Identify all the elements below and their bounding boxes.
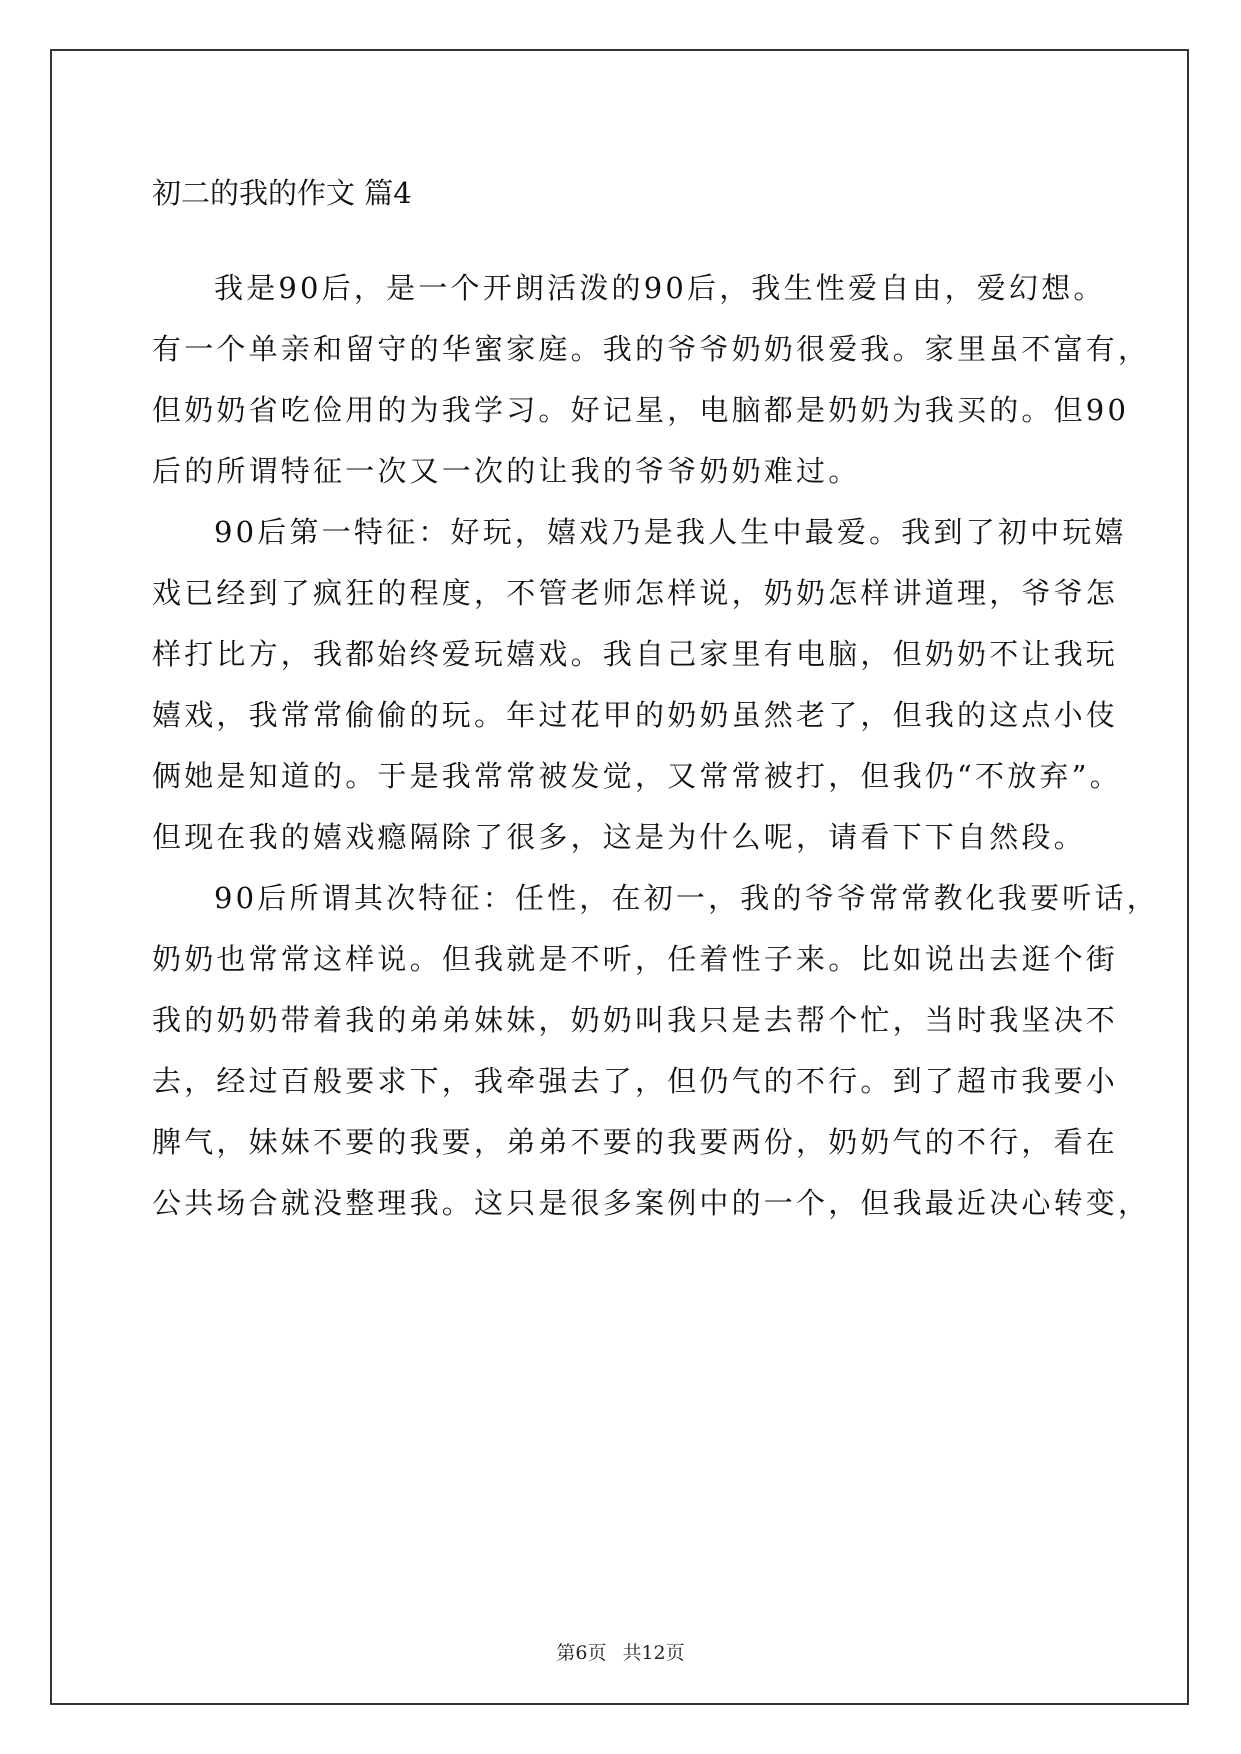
document-title: 初二的我的作文 篇4 xyxy=(152,176,412,210)
document-body xyxy=(152,168,1159,1234)
paragraph-line: 戏已经到了疯狂的程度，不管老师怎样说，奶奶怎样讲道理，爷爷怎 xyxy=(152,576,1119,610)
paragraph-line: 我的奶奶带着我的弟弟妹妹，奶奶叫我只是去帮个忙，当时我坚决不 xyxy=(152,1003,1119,1037)
paragraph-line: 样打比方，我都始终爱玩嬉戏。我自己家里有电脑，但奶奶不让我玩 xyxy=(152,637,1119,671)
page-footer xyxy=(0,1641,1241,1665)
paragraph-line: 我是90后，是一个开朗活泼的90后，我生性爱自由，爱幻想。 xyxy=(214,271,1106,305)
page-number: 第6页 xyxy=(556,1642,607,1664)
paragraph-line: 90后所谓其次特征：任性，在初一，我的爷爷常常教化我要听话， xyxy=(214,881,1159,915)
paragraph-line: 去，经过百般要求下，我牵强去了，但仍气的不行。到了超市我要小 xyxy=(152,1064,1119,1098)
paragraph-line: 奶奶也常常这样说。但我就是不听，任着性子来。比如说出去逛个街 xyxy=(152,942,1119,976)
paragraph-line: 俩她是知道的。于是我常常被发觉，又常常被打，但我仍“不放弃”。 xyxy=(152,759,1122,793)
paragraph-1 xyxy=(152,258,1151,502)
paragraph-line: 脾气，妹妹不要的我要，弟弟不要的我要两份，奶奶气的不行，看在 xyxy=(152,1125,1119,1159)
paragraph-line: 有一个单亲和留守的华蜜家庭。我的爷爷奶奶很爱我。家里虽不富有， xyxy=(152,332,1151,366)
paragraph-line: 公共场合就没整理我。这只是很多案例中的一个，但我最近决心转变， xyxy=(152,1186,1151,1220)
paragraph-line: 后的所谓特征一次又一次的让我的爷爷奶奶难过。 xyxy=(152,454,861,488)
paragraph-3 xyxy=(152,868,1159,1234)
paragraph-line: 90后第一特征：好玩，嬉戏乃是我人生中最爱。我到了初中玩嬉 xyxy=(214,515,1127,549)
page-total: 共12页 xyxy=(622,1642,685,1664)
paragraph-line: 嬉戏，我常常偷偷的玩。年过花甲的奶奶虽然老了，但我的这点小伎 xyxy=(152,698,1119,732)
paragraph-line: 但奶奶省吃俭用的为我学习。好记星，电脑都是奶奶为我买的。但90 xyxy=(152,393,1130,427)
paragraph-line: 但现在我的嬉戏瘾隔除了很多，这是为什么呢，请看下下自然段。 xyxy=(152,820,1086,854)
paragraph-2 xyxy=(152,502,1127,868)
